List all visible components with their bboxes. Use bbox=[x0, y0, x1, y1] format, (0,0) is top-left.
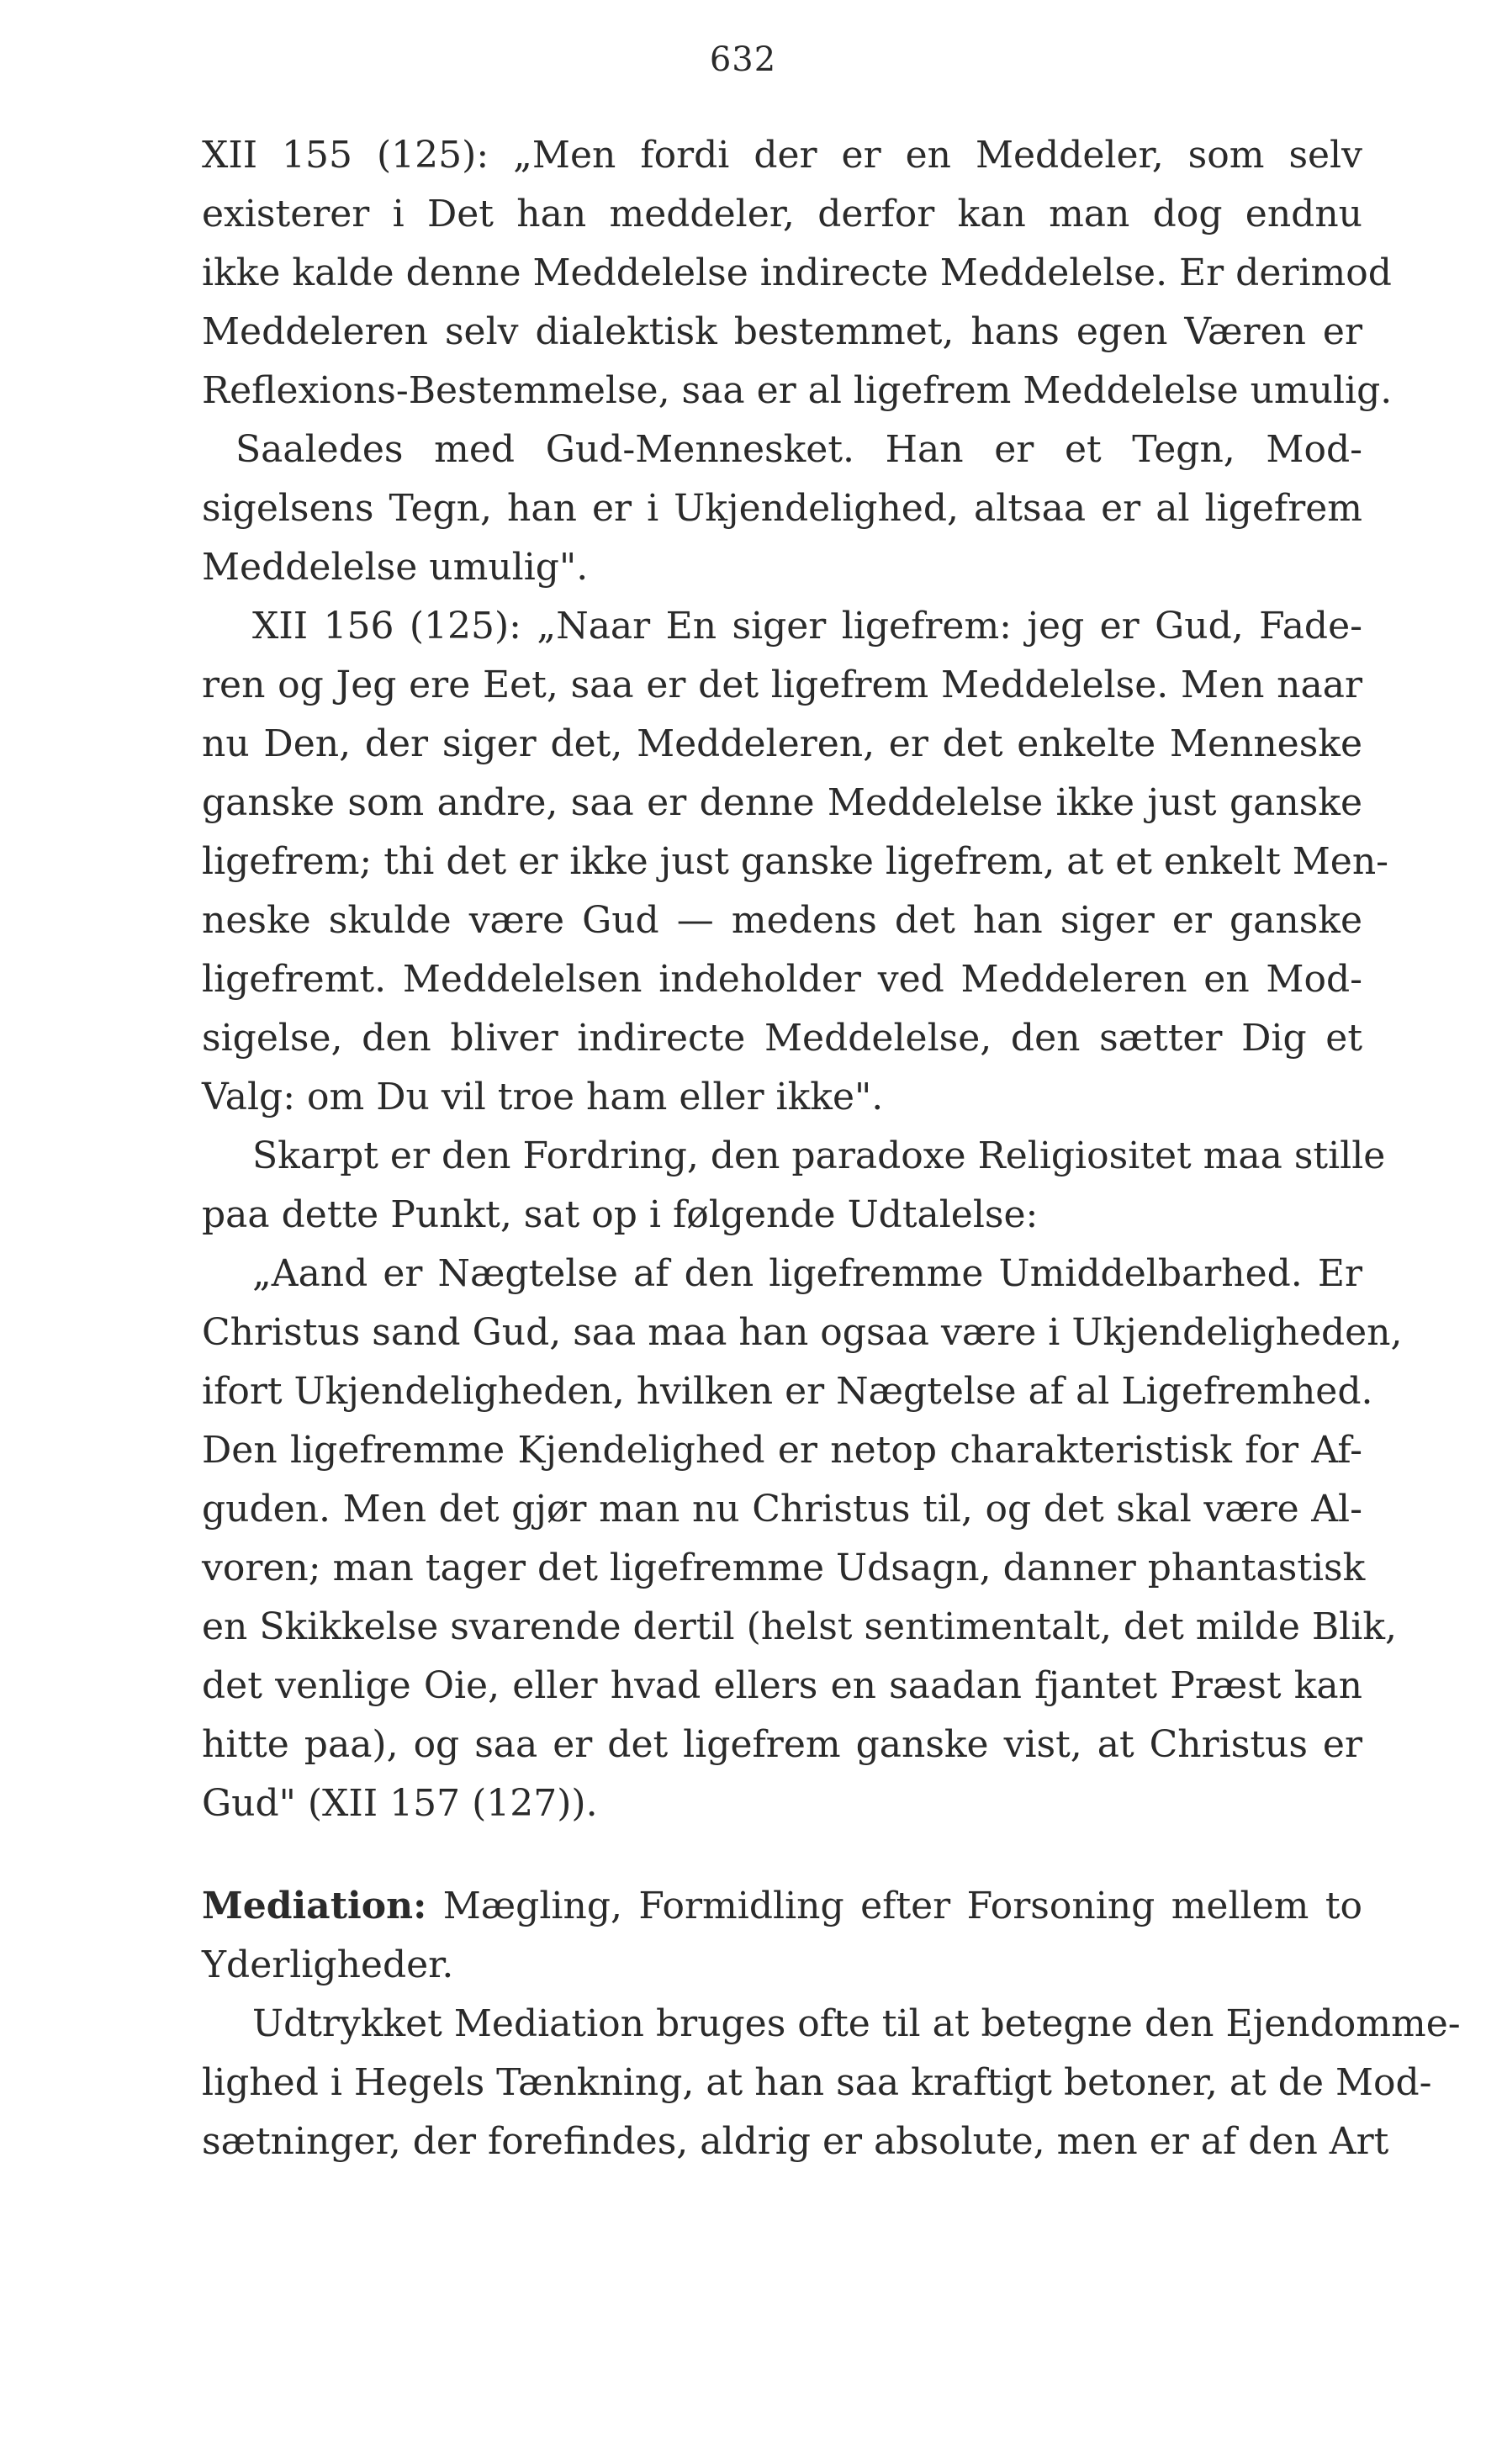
text-line: sætninger, der forefindes, aldrig er absolute, men er af den Art bbox=[202, 2120, 1389, 2163]
text-line: en Skikkelse svarende dertil (helst sentimentalt, det milde Blik, bbox=[202, 1605, 1397, 1648]
section-gap bbox=[202, 1833, 1362, 1877]
text-line: Christus sand Gud, saa maa han ogsaa være i Ukjendeligheden, bbox=[202, 1311, 1403, 1354]
text-line: Valg: om Du vil troe ham eller ikke". bbox=[202, 1076, 884, 1118]
text-line: hitte paa), og saa er det ligefrem ganske vist, at Christus er bbox=[202, 1723, 1362, 1766]
text-line: lighed i Hegels Tænkning, at han saa kraftigt betoner, at de Mod- bbox=[202, 2061, 1432, 2104]
text-line: Gud" (XII 157 (127)). bbox=[202, 1782, 598, 1825]
text-line: Skarpt er den Fordring, den paradoxe Religiositet maa stille bbox=[252, 1134, 1386, 1177]
text-line: voren; man tager det ligefremme Udsagn, danner phantastisk bbox=[202, 1547, 1366, 1589]
text-line: Saaledes med Gud-Mennesket. Han er et Tegn, Mod- bbox=[235, 428, 1362, 471]
text-line: XII 155 (125): „Men fordi der er en Meddeler, som selv bbox=[202, 134, 1362, 177]
text-line: nu Den, der siger det, Meddeleren, er det enkelte Menneske bbox=[202, 722, 1362, 765]
text-line: sigelse, den bliver indirecte Meddelelse, den sætter Dig et bbox=[202, 1017, 1362, 1060]
text-line: Reflexions-Bestemmelse, saa er al ligefrem Meddelelse umulig. bbox=[202, 369, 1393, 412]
text-line: „Aand er Nægtelse af den ligefremme Umiddelbarhed. Er bbox=[252, 1252, 1362, 1295]
text-line: det venlige Oie, eller hvad ellers en saadan fjantet Præst kan bbox=[202, 1664, 1362, 1707]
text-line: Udtrykket Mediation bruges ofte til at betegne den Ejendomme- bbox=[252, 2002, 1461, 2045]
text-line: Meddeleren selv dialektisk bestemmet, hans egen Væren er bbox=[202, 310, 1362, 353]
text-line: neske skulde være Gud — medens det han siger er ganske bbox=[202, 899, 1362, 942]
entry-term: Mediation: bbox=[202, 1885, 427, 1927]
page-number: 632 bbox=[709, 40, 777, 79]
entry-first-line bbox=[202, 1877, 1362, 1936]
text-line: ren og Jeg ere Eet, saa er det ligefrem Meddelelse. Men naar bbox=[202, 664, 1362, 706]
text-line: paa dette Punkt, sat op i følgende Udtalelse: bbox=[202, 1193, 1039, 1236]
text-line: ligefrem; thi det er ikke just ganske ligefrem, at et enkelt Men- bbox=[202, 840, 1389, 883]
text-line: ligefremt. Meddelelsen indeholder ved Meddeleren en Mod- bbox=[202, 958, 1362, 1001]
quote-xii-156 bbox=[202, 597, 1389, 1127]
entry-definition: Mægling, Formidling efter Forsoning mellem to bbox=[426, 1885, 1362, 1927]
text-line: Den ligefremme Kjendelighed er netop charakteristisk for Af- bbox=[202, 1429, 1362, 1472]
text-line: Yderligheder. bbox=[202, 1943, 454, 1986]
text-line: ifort Ukjendeligheden, hvilken er Nægtelse af al Ligefremhed. bbox=[202, 1370, 1373, 1413]
text-line: ganske som andre, saa er denne Meddelelse ikke just ganske bbox=[202, 781, 1362, 824]
mediation-paragraph bbox=[202, 1995, 1461, 2171]
entry-mediation bbox=[202, 1877, 1362, 1995]
text-line: guden. Men det gjør man nu Christus til, og det skal være Al- bbox=[202, 1488, 1362, 1531]
quote-xii-157 bbox=[202, 1245, 1403, 1833]
text-line: XII 156 (125): „Naar En siger ligefrem: jeg er Gud, Fade- bbox=[252, 605, 1362, 648]
quote-xii-155 bbox=[202, 126, 1393, 597]
text-line: existerer i Det han meddeler, derfor kan man dog endnu bbox=[202, 193, 1362, 235]
text-line: sigelsens Tegn, han er i Ukjendelighed, altsaa er al ligefrem bbox=[202, 487, 1362, 530]
text-line: ikke kalde denne Meddelelse indirecte Meddelelse. Er derimod bbox=[202, 251, 1392, 294]
paradox-paragraph bbox=[202, 1127, 1386, 1245]
text-line: Meddelelse umulig". bbox=[202, 546, 589, 589]
page-body bbox=[202, 126, 1461, 2171]
